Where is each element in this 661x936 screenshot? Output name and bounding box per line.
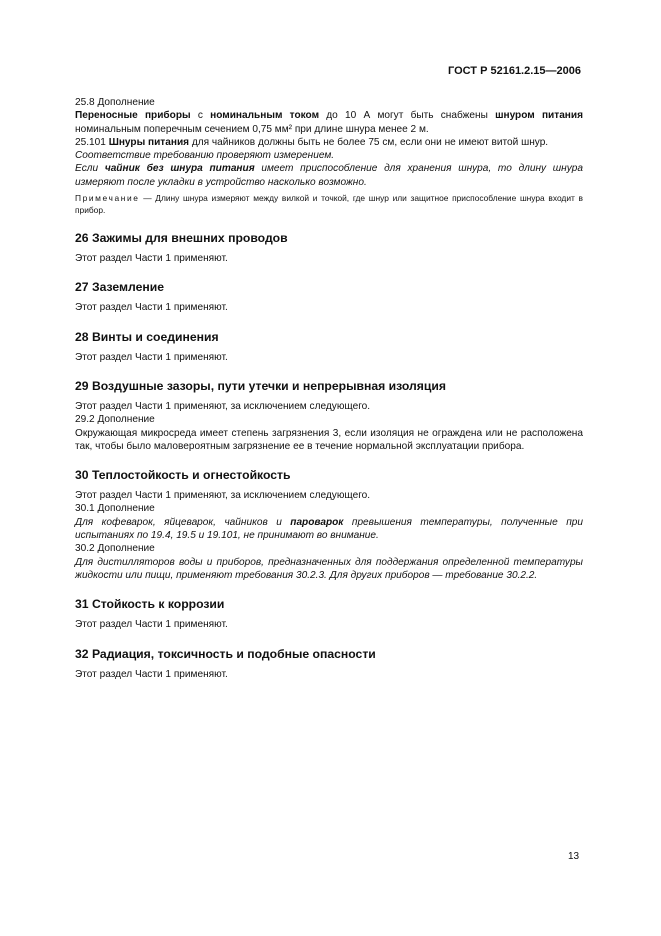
section-31 — [75, 597, 583, 631]
main-content — [75, 96, 583, 681]
clause-25-101-text: 25.101 Шнуры питания для чайников должны быть не более 75 см, если они не имеют витой шнур. — [75, 136, 549, 148]
section-title: 32 Радиация, токсичность и подобные опасности — [75, 646, 376, 661]
section-title: 27 Заземление — [75, 280, 165, 295]
section-title: 30 Теплостойкость и огнестойкость — [75, 468, 291, 483]
clause-30-1-text: Для кофеварок, яйцеварок, чайников и пароварок превышения температуры, полученные при испытаниях по 19.4, 19.5 и 19.101, не принимают во внимание. — [75, 516, 583, 542]
document-id: ГОСТ Р 52161.2.15—2006 — [447, 65, 581, 77]
section-title: 29 Воздушные зазоры, пути утечки и непрерывная изоляция — [75, 378, 446, 393]
clause-29-2-heading: 29.2 Дополнение — [75, 414, 155, 426]
section-27 — [75, 280, 583, 314]
section-text: Этот раздел Части 1 применяют. — [75, 302, 228, 314]
compliance-text: Соответствие требованию проверяют измерением. — [75, 150, 335, 162]
clause-25-8-text: Переносные приборы с номинальным током до 10 А могут быть снабжены шнуром питания номинальным поперечным сечением 0,75 мм² при длине шнура менее 2 м. — [75, 110, 583, 135]
section-text: Этот раздел Части 1 применяют. — [75, 351, 228, 363]
section-30 — [75, 468, 583, 582]
section-title: 28 Винты и соединения — [75, 329, 219, 344]
section-text: Этот раздел Части 1 применяют. — [75, 619, 228, 631]
clause-30-1-heading: 30.1 Дополнение — [75, 503, 155, 515]
kettle-cord-text: Если чайник без шнура питания имеет приспособление для хранения шнура, то длину шнура измеряют после укладки в устройство насколько возможно. — [75, 163, 583, 188]
section-32 — [75, 647, 583, 681]
section-text: Этот раздел Части 1 применяют. — [75, 253, 228, 265]
section-text: Этот раздел Части 1 применяют, за исключением следующего. — [75, 400, 371, 412]
section-text: Этот раздел Части 1 применяют, за исключением следующего. — [75, 490, 371, 502]
clause-30-2-heading: 30.2 Дополнение — [75, 543, 155, 555]
section-title: 31 Стойкость к коррозии — [75, 597, 225, 612]
section-29 — [75, 379, 583, 453]
section-26 — [75, 231, 583, 265]
note: Примечание — Длину шнура измеряют между вилкой и точкой, где шнур или защитное приспособление шнура входит в прибор. — [75, 193, 583, 215]
section-text: Этот раздел Части 1 применяют. — [75, 668, 228, 680]
section-28 — [75, 330, 583, 364]
section-25 — [75, 96, 583, 216]
section-title: 26 Зажимы для внешних проводов — [75, 231, 288, 246]
clause-25-8-heading: 25.8 Дополнение — [75, 97, 155, 108]
page-number: 13 — [568, 851, 580, 862]
clause-30-2-text: Для дистилляторов воды и приборов, предназначенных для поддержания определенной температуры жидкости или пищи, применяют требования 30.2.3. Для других приборов — требование 30.2.2. — [75, 556, 583, 581]
clause-29-2-text: Окружающая микросреда имеет степень загрязнения 3, если изоляция не ограждена или не расположена так, чтобы было маловероятным загрязнение ее в течение нормальной эксплуатации прибора. — [75, 427, 583, 452]
